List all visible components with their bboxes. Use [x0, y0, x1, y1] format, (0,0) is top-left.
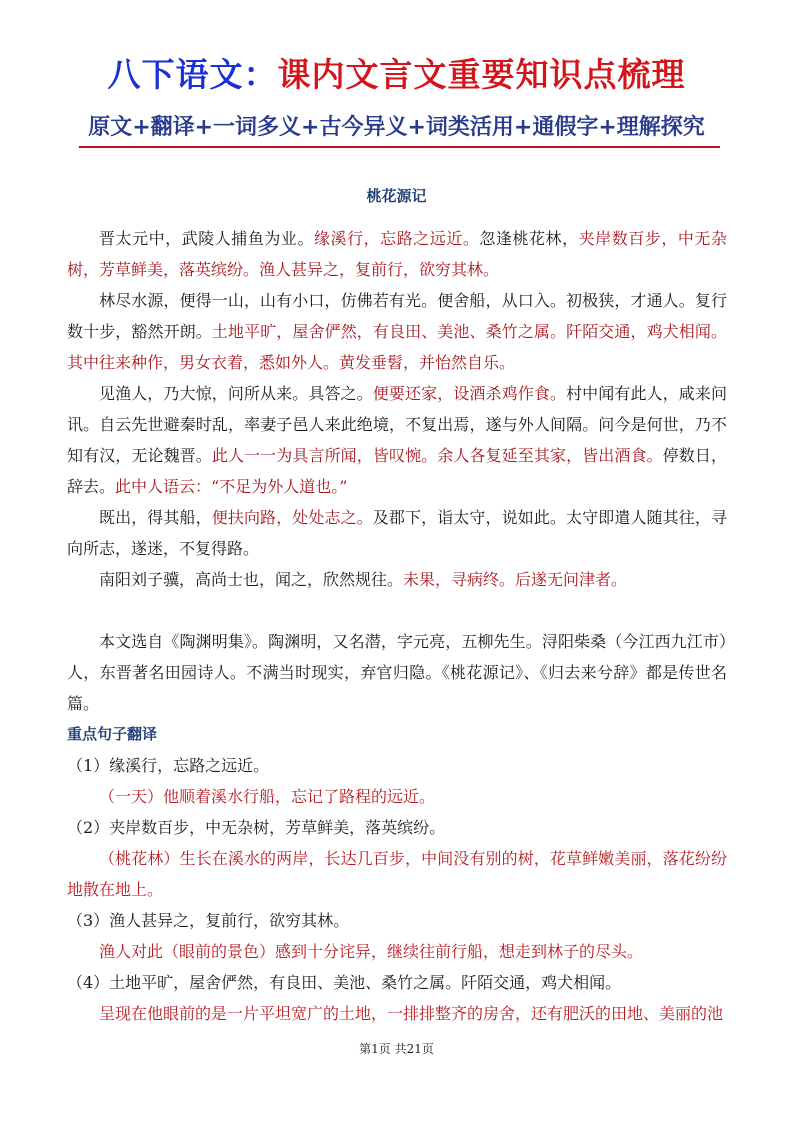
text-run: 林尽水源，便得一山，山有小口，仿佛若有光。便舍船，从口入。初极狭，才通人。复行数十步，豁然开朗。: [67, 291, 727, 341]
highlighted-text: 缘溪行，忘路之远近。: [314, 229, 480, 248]
highlighted-text: 夹岸数百步，中无杂树，芳草鲜美，落英缤纷。渔人甚异之，复前行，欲穷其林。: [67, 229, 727, 279]
original-text: [67, 223, 727, 595]
title-main-text: 课内文言文重要知识点梳理: [277, 55, 686, 94]
translation-question-4: （4）土地平旷，屋舍俨然，有良田、美池、桑竹之属。阡陌交通，鸡犬相闻。: [67, 973, 622, 992]
title-prefix: 八下语文：: [107, 55, 278, 94]
highlighted-text: 未果，寻病终。后遂无问津者。: [403, 570, 628, 589]
translation-heading: 重点句子翻译: [67, 725, 158, 743]
translation-question-1: （1）缘溪行，忘路之远近。: [67, 756, 270, 775]
section-title: 桃花源记: [366, 187, 427, 205]
translation-answer-3: 渔人对此（眼前的景色）感到十分诧异，继续往前行船，想走到林子的尽头。: [99, 942, 644, 961]
paragraph-2: [67, 285, 727, 378]
page-subtitle: 原文+翻译+一词多义+古今异义+词类活用+通假字+理解探究: [88, 115, 705, 140]
page-number: 第1页 共21页: [359, 1042, 434, 1056]
text-run: 南阳刘子骥，高尚士也，闻之，欣然规往。: [99, 570, 404, 589]
highlighted-text: 便要还家，设酒杀鸡作食。: [372, 384, 567, 403]
title-divider: [79, 146, 720, 148]
text-run: 晋太元中，武陵人捕鱼为业。: [99, 229, 315, 248]
highlighted-text: 此中人语云：“不足为外人道也。”: [115, 477, 348, 496]
text-run: 及郡下，诣太守，说如此。太守即遣人随其往，寻向所志，遂迷，不复得路。: [67, 508, 727, 558]
text-run: 既出，得其船，: [99, 508, 212, 527]
translation-answer-1: （一天）他顺着溪水行船，忘记了路程的远近。: [99, 787, 436, 806]
text-run: 忽逢桃花林，: [479, 229, 579, 248]
translation-question-2: （2）夹岸数百步，中无杂树，芳草鲜美，落英缤纷。: [67, 818, 446, 837]
translation-answer-4: 呈现在他眼前的是一片平坦宽广的土地，一排排整齐的房舍，还有肥沃的田地、美丽的池: [99, 1004, 724, 1023]
highlighted-text: 此人一一为具言所闻，皆叹惋。余人各复延至其家，皆出酒食。: [211, 446, 663, 465]
paragraph-5: [67, 564, 727, 595]
text-run: 停数日，辞去。: [67, 446, 727, 496]
paragraph-4: [67, 502, 727, 564]
page-title: [0, 52, 793, 98]
translation-answer-2: （桃花林）生长在溪水的两岸，长达几百步，中间没有别的树，花草鲜嫩美丽，落花纷纷地散在地上。: [67, 849, 727, 899]
translation-question-3: （3）渔人甚异之，复前行，欲穷其林。: [67, 911, 350, 930]
text-run: 见渔人，乃大惊，问所从来。具答之。: [99, 384, 373, 403]
author-note: 本文选自《陶渊明集》。陶渊明，又名潜，字元亮，五柳先生。浔阳柴桑（今江西九江市）人，东晋著名田园诗人。不满当时现实，弃官归隐。《桃花源记》、《归去来兮辞》都是传世名篇。: [67, 632, 727, 713]
highlighted-text: 便扶向路，处处志之。: [211, 508, 373, 527]
highlighted-text: 土地平旷，屋舍俨然，有良田、美池、桑竹之属。阡陌交通，鸡犬相闻。其中往来种作，男女衣着，悉如外人。黄发垂髫，并怡然自乐。: [67, 322, 727, 372]
paragraph-3: [67, 378, 727, 502]
paragraph-1: [67, 223, 727, 285]
notes-block: [67, 626, 727, 1029]
text-run: 村中闻有此人，咸来问讯。自云先世避秦时乱，率妻子邑人来此绝境，不复出焉，遂与外人间隔。问今是何世，乃不知有汉，无论魏晋。: [67, 384, 727, 465]
